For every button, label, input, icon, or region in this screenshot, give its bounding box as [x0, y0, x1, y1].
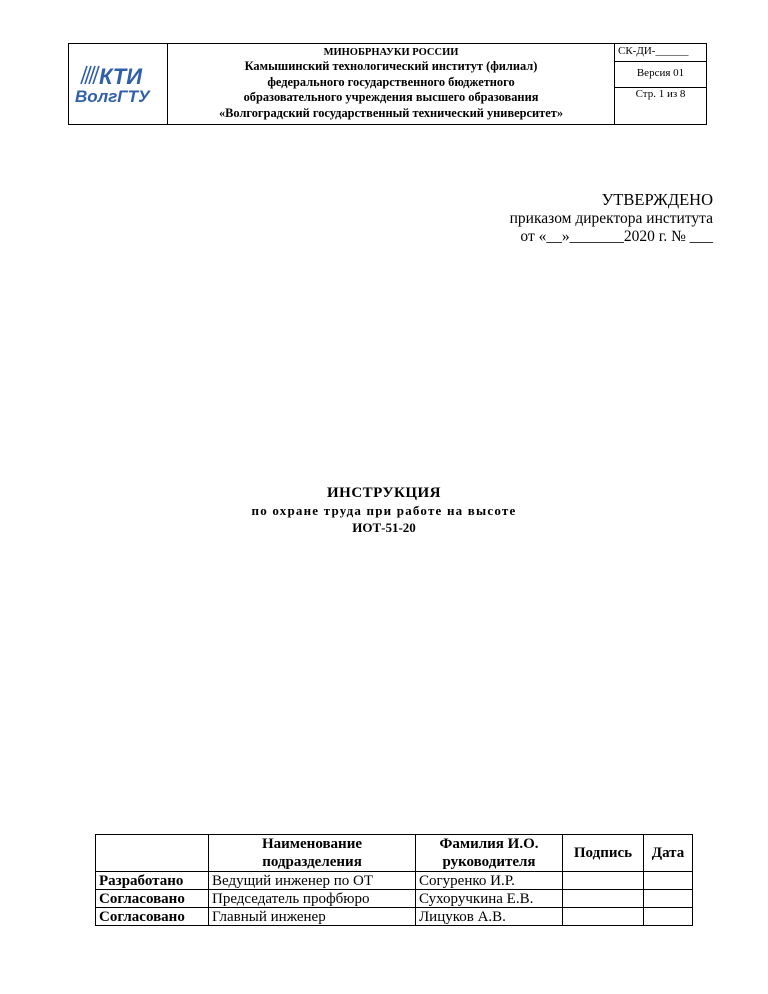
row-date	[644, 890, 693, 908]
signature-table	[95, 834, 693, 926]
row-date	[644, 872, 693, 890]
organization-block	[168, 44, 615, 124]
row-role: Согласовано	[96, 908, 209, 926]
document-title	[0, 484, 768, 536]
doc-code: СК-ДИ-______	[615, 44, 706, 62]
header-signature: Подпись	[563, 835, 644, 872]
approval-block	[510, 191, 713, 247]
row-role: Согласовано	[96, 890, 209, 908]
institute-logo	[69, 44, 168, 124]
row-signature	[563, 872, 644, 890]
row-unit: Председатель профбюро	[209, 890, 416, 908]
header-unit: Наименование подразделения	[209, 835, 416, 872]
document-header	[68, 43, 707, 125]
table-row	[96, 872, 693, 890]
row-unit: Главный инженер	[209, 908, 416, 926]
row-signature	[563, 908, 644, 926]
doc-version: Версия 01	[615, 62, 706, 88]
document-subject: по охране труда при работе на высоте	[251, 503, 517, 518]
university-line: «Волгоградский государственный технический университет»	[218, 105, 564, 120]
row-role: Разработано	[96, 872, 209, 890]
row-person: Лицуков А.В.	[416, 908, 563, 926]
logo-text-kti: КТИ	[99, 64, 143, 89]
row-person: Сухоручкина Е.В.	[416, 890, 563, 908]
institution-type-line: федерального государственного бюджетного	[267, 74, 515, 89]
logo-text-vstu: ВолгГТУ	[75, 87, 150, 106]
approval-date: от «__»_______2020 г. № ___	[520, 228, 713, 245]
document-code: ИОТ-51-20	[352, 520, 416, 535]
table-row	[96, 890, 693, 908]
document-type: ИНСТРУКЦИЯ	[326, 485, 441, 501]
logo-cell	[69, 44, 168, 124]
row-person: Согуренко И.Р.	[416, 872, 563, 890]
education-line: образовательного учреждения высшего образования	[243, 90, 539, 104]
document-meta	[615, 44, 706, 124]
ministry-line: МИНОБРНАУКИ РОССИИ	[323, 47, 459, 58]
approval-title: УТВЕРЖДЕНО	[601, 190, 713, 209]
row-date	[644, 908, 693, 926]
approval-order: приказом директора института	[509, 209, 713, 227]
page-number: Стр. 1 из 8	[635, 88, 686, 100]
row-signature	[563, 890, 644, 908]
row-unit: Ведущий инженер по ОТ	[209, 872, 416, 890]
institute-line: Камышинский технологический институт (филиал)	[244, 59, 538, 73]
table-header-row	[96, 835, 693, 872]
header-empty	[96, 835, 209, 872]
header-person: Фамилия И.О. руководителя	[416, 835, 563, 872]
header-date: Дата	[644, 835, 693, 872]
table-row	[96, 908, 693, 926]
